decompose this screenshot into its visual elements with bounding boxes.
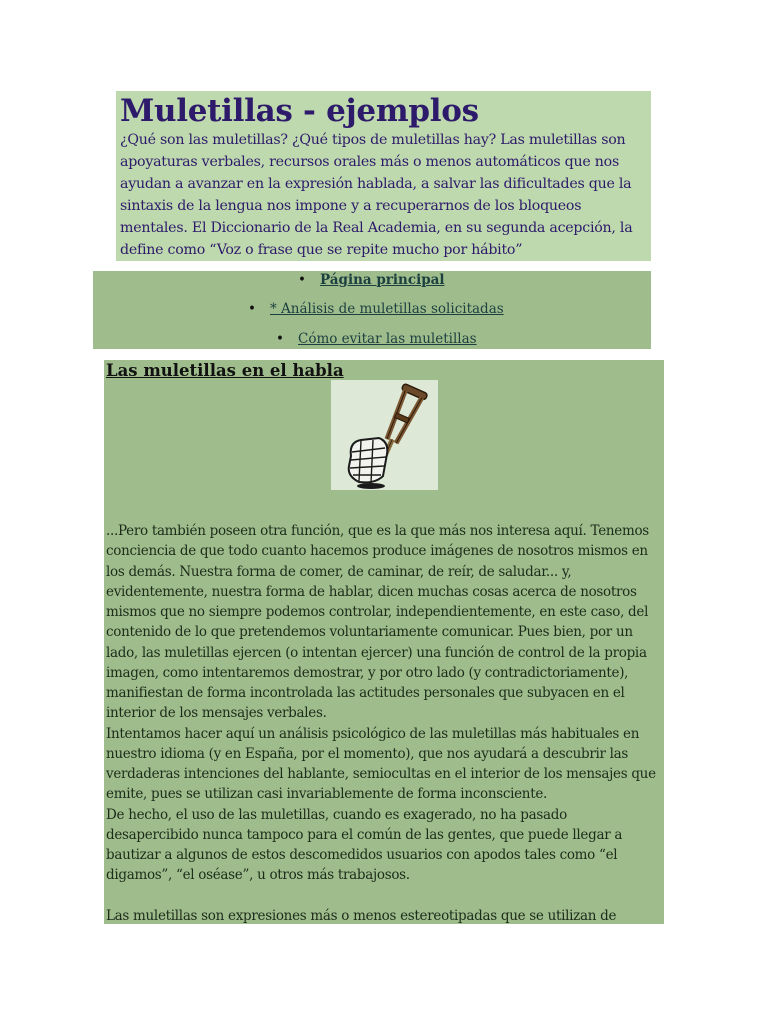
navigation-menu (93, 271, 651, 349)
paragraph: Intentamos hacer aquí un análisis psicológico de las muletillas más habituales en nuestro idioma (y en España, por el momento), que nos ayudará a descubrir las verdaderas intenciones del hablante, semiocultas en el interior de los mensajes que emite, pues se utilizan casi invariablemente de forma inconsciente. (106, 725, 656, 803)
nav-item-home (298, 271, 445, 289)
article-body (106, 521, 662, 924)
page-title: Muletillas - ejemplos (120, 93, 479, 129)
nav-link-home[interactable]: Página principal (320, 272, 445, 288)
bullet-icon: • (248, 301, 256, 317)
nav-item-avoid (276, 330, 477, 348)
paragraph: De hecho, el uso de las muletillas, cuando es exagerado, no ha pasado desapercibido nunca tampoco para el común de las gentes, que puede llegar a bautizar a algunos de estos descomedidos usuarios con apodos tales como “el digamos”, “el oséase”, u otros más trabajosos. (106, 806, 623, 884)
section-title: Las muletillas en el habla (106, 361, 344, 380)
crutch-illustration (331, 380, 438, 490)
nav-link-avoid[interactable]: Cómo evitar las muletillas (298, 331, 477, 347)
intro-paragraph: ¿Qué son las muletillas? ¿Qué tipos de muletillas hay? Las muletillas son apoyaturas verbales, recursos orales más o menos automáticos que nos ayudan a avanzar en la expresión hablada, a salvar las dificultades que la sintaxis de la lengua nos impone y a recuperarnos de los bloqueos mentales. El Diccionario de la Real Academia, en su segunda acepción, la define como “Voz o frase que se repite mucho por hábito” (120, 132, 633, 258)
nav-link-analysis[interactable]: * Análisis de muletillas solicitadas (270, 301, 504, 317)
paragraph: ...Pero también poseen otra función, que es la que más nos interesa aquí. Tenemos conciencia de que todo cuanto hacemos produce imágenes de nosotros mismos en los demás. Nuestra forma de comer, de caminar, de reír, de saludar... y, evidentemente, nuestra forma de hablar, dicen muchas cosas acerca de nosotros mismos que no siempre podemos controlar, independientemente, en este caso, del contenido de lo que pretendemos voluntariamente comunicar. Pues bien, por un lado, las muletillas ejercen (o intentan ejercer) una función de control de la propia imagen, como intentaremos demostrar, y por otro lado (y contradictoriamente), manifiestan de forma incontrolada las actitudes personales que subyacen en el interior de los mensajes verbales. (106, 523, 649, 722)
content-box (104, 360, 664, 924)
bullet-icon: • (298, 272, 306, 288)
nav-item-analysis (248, 300, 504, 318)
paragraph: Las muletillas son expresiones más o menos estereotipadas que se utilizan de (106, 907, 617, 924)
bullet-icon: • (276, 331, 284, 347)
crutch-icon (331, 380, 438, 490)
header-box (116, 91, 651, 261)
